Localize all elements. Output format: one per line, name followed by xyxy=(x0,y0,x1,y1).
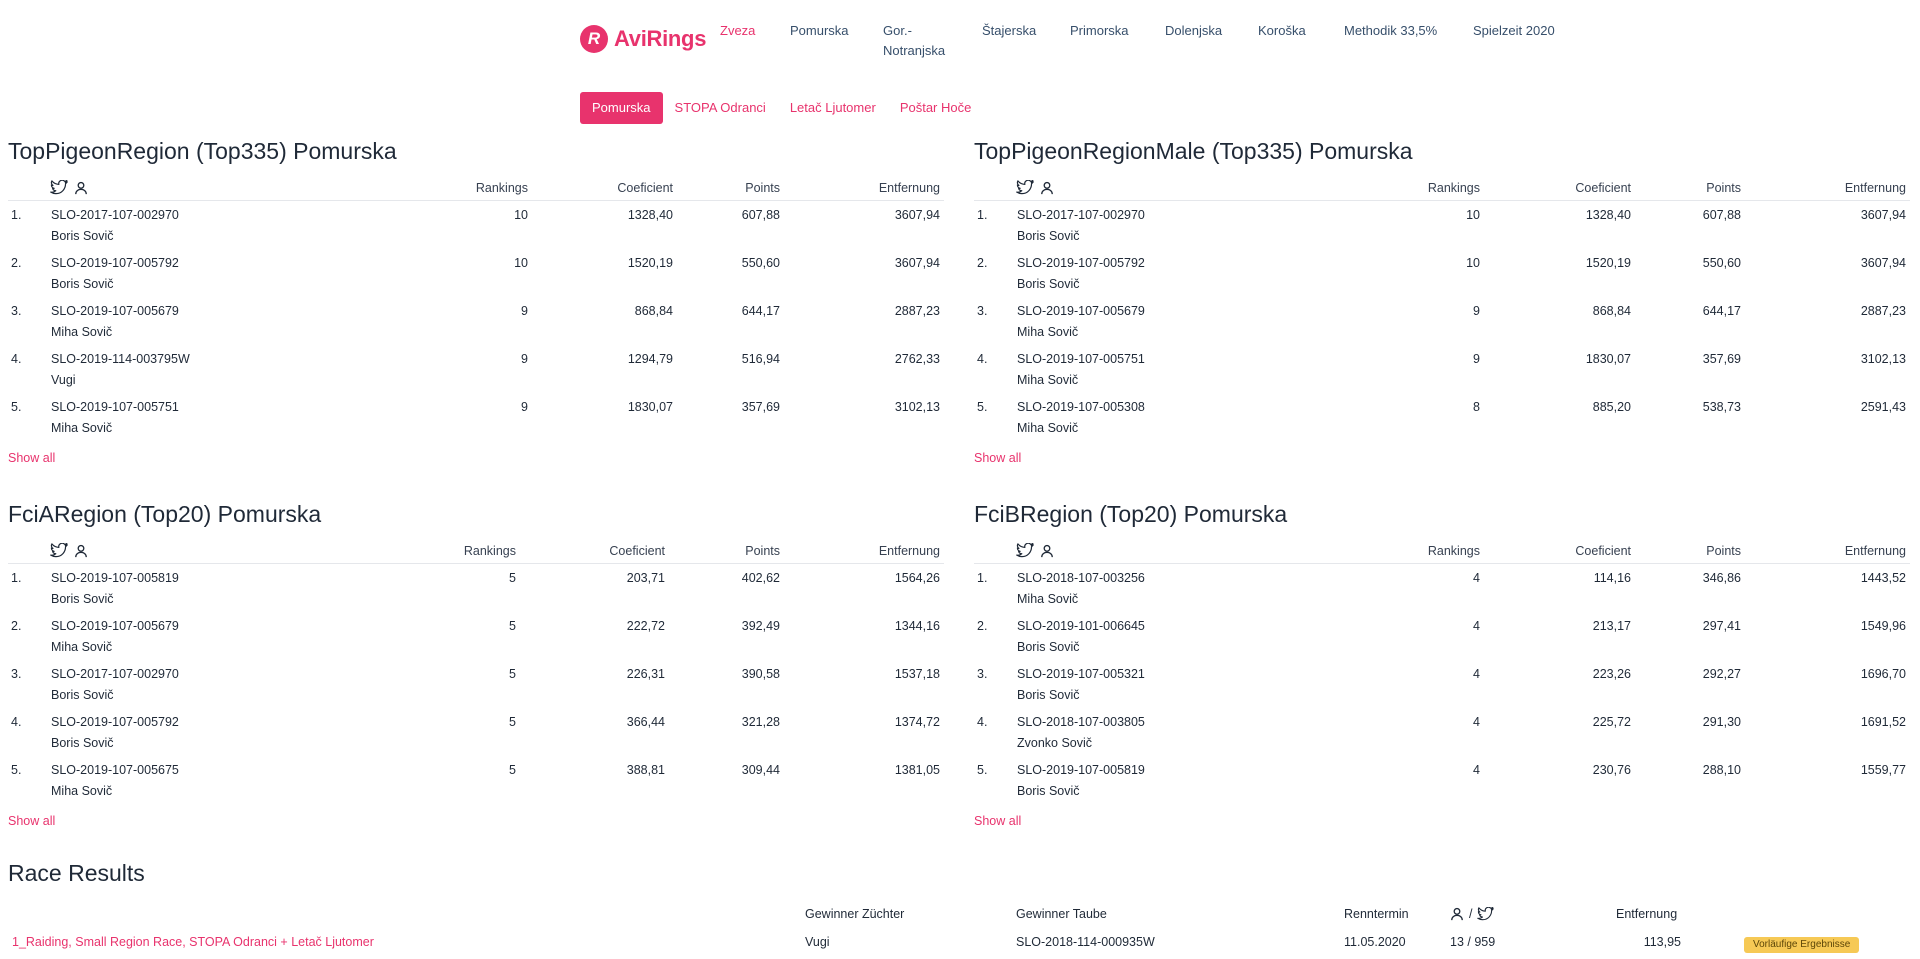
cell-points: 392,49 xyxy=(741,619,780,633)
cell-coeficient: 213,17 xyxy=(1592,619,1631,633)
cell-distance: 1696,70 xyxy=(1860,667,1906,681)
race-winner-breeder: Vugi xyxy=(805,935,830,949)
row-rank: 2. xyxy=(977,619,988,633)
column-distance[interactable]: Entfernung xyxy=(878,544,940,558)
breeder-name: Boris Sovič xyxy=(1017,688,1080,702)
ring-number-link[interactable]: SLO-2018-107-003256 xyxy=(1017,571,1145,585)
cell-rankings: 4 xyxy=(1473,571,1480,585)
table-row[interactable] xyxy=(974,660,1910,708)
cell-distance: 1691,52 xyxy=(1860,715,1906,729)
row-rank: 5. xyxy=(11,400,22,414)
header-winner-pigeon: Gewinner Taube xyxy=(1016,907,1107,921)
breeder-name: Boris Sovič xyxy=(51,736,114,750)
header-ratio-sep: / xyxy=(1469,907,1473,921)
row-rank: 2. xyxy=(11,256,22,270)
cell-points: 607,88 xyxy=(741,208,780,222)
cell-points: 357,69 xyxy=(1702,352,1741,366)
show-all-link[interactable]: Show all xyxy=(8,451,56,465)
row-rank: 1. xyxy=(977,571,988,585)
cell-rankings: 4 xyxy=(1473,763,1480,777)
race-distance: 113,95 xyxy=(1643,935,1681,949)
table-row[interactable] xyxy=(974,708,1910,756)
panel-title: TopPigeonRegionMale (Top335) Pomurska xyxy=(974,138,1413,164)
column-rankings[interactable]: Rankings xyxy=(463,544,516,558)
table-row[interactable] xyxy=(974,612,1910,660)
cell-coeficient: 868,84 xyxy=(634,304,673,318)
table-header xyxy=(974,177,1910,201)
cell-points: 292,27 xyxy=(1702,667,1741,681)
show-all-link[interactable]: Show all xyxy=(974,814,1022,828)
user-icon[interactable] xyxy=(1040,181,1054,195)
cell-points: 357,69 xyxy=(741,400,780,414)
cell-coeficient: 226,31 xyxy=(626,667,665,681)
table-row[interactable] xyxy=(8,660,944,708)
breeder-name: Miha Sovič xyxy=(51,784,113,798)
cell-distance: 3102,13 xyxy=(1860,352,1906,366)
row-rank: 4. xyxy=(11,352,22,366)
table-row[interactable] xyxy=(8,201,944,249)
brand-name: AviRings xyxy=(614,26,707,51)
cell-rankings: 10 xyxy=(514,256,528,270)
cell-distance: 3102,13 xyxy=(894,400,940,414)
column-distance[interactable]: Entfernung xyxy=(1844,544,1906,558)
header-race-date: Renntermin xyxy=(1344,907,1409,921)
cell-points: 288,10 xyxy=(1702,763,1741,777)
race-date: 11.05.2020 xyxy=(1344,935,1406,949)
ranking-panel xyxy=(974,498,1910,832)
breeder-name: Boris Sovič xyxy=(1017,229,1080,243)
nav-item[interactable]: Koroška xyxy=(1258,23,1306,38)
table-row[interactable] xyxy=(974,756,1910,804)
cell-points: 538,73 xyxy=(1702,400,1741,414)
race-winner-pigeon[interactable]: SLO-2018-114-000935W xyxy=(1016,935,1155,949)
status-badge: Vorläufige Ergebnisse xyxy=(1744,937,1859,953)
row-rank: 3. xyxy=(11,304,22,318)
column-points[interactable]: Points xyxy=(1706,544,1741,558)
table-row[interactable] xyxy=(974,564,1910,612)
column-coeficient[interactable]: Coeficient xyxy=(609,544,665,558)
ranking-panel xyxy=(8,135,944,469)
row-rank: 3. xyxy=(977,667,988,681)
ring-number-link[interactable]: SLO-2019-107-005679 xyxy=(51,304,179,318)
cell-coeficient: 885,20 xyxy=(1592,400,1631,414)
ring-number-link[interactable]: SLO-2019-101-006645 xyxy=(1017,619,1145,633)
nav-item[interactable]: Štajerska xyxy=(982,23,1037,38)
cell-distance: 2762,33 xyxy=(894,352,940,366)
cell-rankings: 5 xyxy=(509,619,516,633)
ring-number-link[interactable]: SLO-2017-107-002970 xyxy=(51,667,179,681)
nav-item[interactable]: Dolenjska xyxy=(1165,23,1223,38)
breeder-name: Boris Sovič xyxy=(51,688,114,702)
cell-points: 644,17 xyxy=(1702,304,1741,318)
cell-points: 309,44 xyxy=(741,763,780,777)
twitter-bird-icon[interactable] xyxy=(1016,543,1034,558)
top-header xyxy=(0,0,1920,115)
panel-title: FciBRegion (Top20) Pomurska xyxy=(974,501,1288,527)
race-link[interactable]: 1_Raiding, Small Region Race, STOPA Odranci + Letač Ljutomer xyxy=(12,935,374,949)
table-header xyxy=(8,540,944,564)
panel-title: FciARegion (Top20) Pomurska xyxy=(8,501,322,527)
cell-coeficient: 1520,19 xyxy=(627,256,673,270)
breeder-name: Miha Sovič xyxy=(51,325,113,339)
table-row[interactable] xyxy=(974,249,1910,297)
ring-number-link[interactable]: SLO-2019-107-005792 xyxy=(1017,256,1145,270)
subnav-tab[interactable]: STOPA Odranci xyxy=(674,100,766,115)
table-row[interactable] xyxy=(974,201,1910,249)
row-rank: 3. xyxy=(977,304,988,318)
ring-number-link[interactable]: SLO-2017-107-002970 xyxy=(1017,208,1145,222)
row-rank: 1. xyxy=(977,208,988,222)
ring-number-link[interactable]: SLO-2019-107-005679 xyxy=(1017,304,1145,318)
cell-distance: 2591,43 xyxy=(1860,400,1906,414)
column-coeficient[interactable]: Coeficient xyxy=(1575,181,1631,195)
breeder-name: Zvonko Sovič xyxy=(1017,736,1093,750)
ring-number-link[interactable]: SLO-2019-107-005751 xyxy=(51,400,179,414)
twitter-bird-icon xyxy=(1477,907,1494,921)
cell-distance: 3607,94 xyxy=(894,208,940,222)
ring-number-link[interactable]: SLO-2019-114-003795W xyxy=(51,352,190,366)
header-winner-breeder: Gewinner Züchter xyxy=(805,907,905,921)
column-rankings[interactable]: Rankings xyxy=(1427,544,1480,558)
table-row[interactable] xyxy=(8,297,944,345)
table-row[interactable] xyxy=(8,345,944,393)
twitter-bird-icon[interactable] xyxy=(50,543,68,558)
cell-distance: 1381,05 xyxy=(894,763,940,777)
column-distance[interactable]: Entfernung xyxy=(878,181,940,195)
cell-coeficient: 203,71 xyxy=(626,571,665,585)
row-rank: 4. xyxy=(977,352,988,366)
nav-item[interactable]: Methodik 33,5% xyxy=(1344,23,1438,38)
column-coeficient[interactable]: Coeficient xyxy=(617,181,673,195)
twitter-bird-icon[interactable] xyxy=(50,180,68,195)
breeder-name: Boris Sovič xyxy=(1017,784,1080,798)
row-rank: 1. xyxy=(11,208,22,222)
breeder-name: Miha Sovič xyxy=(1017,373,1079,387)
ring-number-link[interactable]: SLO-2019-107-005675 xyxy=(51,763,179,777)
ranking-panel xyxy=(8,498,944,832)
row-rank: 1. xyxy=(11,571,22,585)
column-rankings[interactable]: Rankings xyxy=(475,181,528,195)
ring-number-link[interactable]: SLO-2019-107-005751 xyxy=(1017,352,1145,366)
column-rankings[interactable]: Rankings xyxy=(1427,181,1480,195)
cell-points: 346,86 xyxy=(1702,571,1741,585)
row-rank: 5. xyxy=(11,763,22,777)
table-row[interactable] xyxy=(8,249,944,297)
user-icon[interactable] xyxy=(1040,544,1054,558)
cell-coeficient: 1520,19 xyxy=(1585,256,1631,270)
user-icon[interactable] xyxy=(74,544,88,558)
ring-number-link[interactable]: SLO-2019-107-005819 xyxy=(51,571,179,585)
ring-number-link[interactable]: SLO-2019-107-005679 xyxy=(51,619,179,633)
cell-points: 291,30 xyxy=(1702,715,1741,729)
cell-distance: 2887,23 xyxy=(894,304,940,318)
cell-points: 321,28 xyxy=(741,715,780,729)
cell-distance: 1344,16 xyxy=(894,619,940,633)
region-subnav xyxy=(580,92,983,124)
cell-coeficient: 366,44 xyxy=(626,715,665,729)
cell-coeficient: 388,81 xyxy=(626,763,665,777)
cell-coeficient: 1830,07 xyxy=(627,400,673,414)
cell-distance: 1564,26 xyxy=(894,571,940,585)
twitter-bird-icon[interactable] xyxy=(1016,180,1034,195)
table-row[interactable] xyxy=(8,612,944,660)
cell-rankings: 5 xyxy=(509,763,516,777)
table-row[interactable] xyxy=(8,708,944,756)
cell-distance: 1443,52 xyxy=(1860,571,1906,585)
breeder-name: Miha Sovič xyxy=(1017,421,1079,435)
column-points[interactable]: Points xyxy=(745,544,780,558)
breeder-name: Miha Sovič xyxy=(51,640,113,654)
breeder-name: Boris Sovič xyxy=(1017,277,1080,291)
table-row[interactable] xyxy=(8,564,944,612)
cell-distance: 1537,18 xyxy=(894,667,940,681)
row-rank: 3. xyxy=(11,667,22,681)
cell-points: 644,17 xyxy=(741,304,780,318)
column-points[interactable]: Points xyxy=(1706,181,1741,195)
column-distance[interactable]: Entfernung xyxy=(1844,181,1906,195)
cell-rankings: 5 xyxy=(509,571,516,585)
breeder-name: Miha Sovič xyxy=(51,421,113,435)
cell-coeficient: 1328,40 xyxy=(627,208,673,222)
breeder-name: Boris Sovič xyxy=(51,277,114,291)
cell-rankings: 9 xyxy=(1473,304,1480,318)
table-header xyxy=(8,177,944,201)
row-rank: 4. xyxy=(11,715,22,729)
header-icons xyxy=(1016,180,1054,195)
cell-points: 297,41 xyxy=(1702,619,1741,633)
breeder-name: Boris Sovič xyxy=(51,592,114,606)
cell-coeficient: 1830,07 xyxy=(1585,352,1631,366)
ring-number-link[interactable]: SLO-2019-107-005792 xyxy=(51,256,179,270)
subnav-tab[interactable]: Poštar Hoče xyxy=(899,100,972,115)
ring-number-link[interactable]: SLO-2019-107-005792 xyxy=(51,715,179,729)
cell-coeficient: 1294,79 xyxy=(627,352,673,366)
cell-points: 390,58 xyxy=(741,667,780,681)
table-row[interactable] xyxy=(974,297,1910,345)
cell-points: 607,88 xyxy=(1702,208,1741,222)
header-participants xyxy=(1450,907,1494,921)
user-icon[interactable] xyxy=(74,181,88,195)
race-results-title: Race Results xyxy=(8,860,145,886)
table-row[interactable] xyxy=(974,393,1910,441)
race-participants: 13 / 959 xyxy=(1450,935,1496,949)
cell-rankings: 9 xyxy=(1473,352,1480,366)
breeder-name: Miha Sovič xyxy=(1017,592,1079,606)
header-icons xyxy=(1016,543,1054,558)
cell-points: 550,60 xyxy=(1702,256,1741,270)
cell-rankings: 10 xyxy=(514,208,528,222)
row-rank: 2. xyxy=(977,256,988,270)
cell-points: 402,62 xyxy=(741,571,780,585)
ring-number-link[interactable]: SLO-2019-107-005819 xyxy=(1017,763,1145,777)
cell-distance: 2887,23 xyxy=(1860,304,1906,318)
cell-rankings: 9 xyxy=(521,304,528,318)
cell-rankings: 5 xyxy=(509,667,516,681)
breeder-name: Miha Sovič xyxy=(1017,325,1079,339)
row-rank: 2. xyxy=(11,619,22,633)
cell-distance: 3607,94 xyxy=(1860,256,1906,270)
table-row[interactable] xyxy=(8,393,944,441)
cell-rankings: 5 xyxy=(509,715,516,729)
cell-coeficient: 114,16 xyxy=(1593,571,1631,585)
column-coeficient[interactable]: Coeficient xyxy=(1575,544,1631,558)
row-rank: 5. xyxy=(977,763,988,777)
cell-coeficient: 1328,40 xyxy=(1585,208,1631,222)
nav-item[interactable]: Gor.- Notranjska xyxy=(883,23,946,58)
cell-rankings: 4 xyxy=(1473,715,1480,729)
cell-distance: 3607,94 xyxy=(894,256,940,270)
header-icons xyxy=(50,543,88,558)
show-all-link[interactable]: Show all xyxy=(8,814,56,828)
brand-logo[interactable] xyxy=(580,25,706,53)
ring-number-link[interactable]: SLO-2018-107-003805 xyxy=(1017,715,1145,729)
nav-item[interactable]: Pomurska xyxy=(790,23,849,38)
subnav-tab[interactable]: Letač Ljutomer xyxy=(789,100,876,115)
subnav-tab[interactable]: Pomurska xyxy=(580,92,663,124)
ranking-panel xyxy=(974,135,1910,469)
row-rank: 4. xyxy=(977,715,988,729)
ring-number-link[interactable]: SLO-2019-107-005308 xyxy=(1017,400,1145,414)
cell-rankings: 9 xyxy=(521,400,528,414)
cell-rankings: 4 xyxy=(1473,619,1480,633)
cell-rankings: 8 xyxy=(1473,400,1480,414)
header-distance: Entfernung xyxy=(1616,907,1678,921)
show-all-link[interactable]: Show all xyxy=(974,451,1022,465)
panel-title: TopPigeonRegion (Top335) Pomurska xyxy=(8,138,397,164)
nav-item[interactable]: Primorska xyxy=(1070,23,1129,38)
cell-distance: 1374,72 xyxy=(894,715,940,729)
cell-distance: 3607,94 xyxy=(1860,208,1906,222)
nav-item[interactable]: Spielzeit 2020 xyxy=(1473,23,1555,38)
table-header xyxy=(974,540,1910,564)
cell-coeficient: 223,26 xyxy=(1592,667,1631,681)
ring-number-link[interactable]: SLO-2017-107-002970 xyxy=(51,208,179,222)
header-icons xyxy=(50,180,88,195)
row-rank: 5. xyxy=(977,400,988,414)
cell-rankings: 10 xyxy=(1466,256,1480,270)
nav-item[interactable]: Zveza xyxy=(720,23,756,38)
cell-distance: 1549,96 xyxy=(1860,619,1906,633)
breeder-name: Vugi xyxy=(51,373,76,387)
logo-mark-icon: R xyxy=(580,25,608,53)
breeder-name: Boris Sovič xyxy=(1017,640,1080,654)
cell-points: 516,94 xyxy=(741,352,780,366)
cell-coeficient: 868,84 xyxy=(1592,304,1631,318)
table-row[interactable] xyxy=(8,756,944,804)
cell-rankings: 10 xyxy=(1466,208,1480,222)
table-row[interactable] xyxy=(974,345,1910,393)
user-icon xyxy=(1450,907,1464,921)
cell-rankings: 9 xyxy=(521,352,528,366)
cell-distance: 1559,77 xyxy=(1860,763,1906,777)
cell-coeficient: 222,72 xyxy=(626,619,665,633)
cell-points: 550,60 xyxy=(741,256,780,270)
cell-coeficient: 225,72 xyxy=(1592,715,1631,729)
cell-coeficient: 230,76 xyxy=(1592,763,1631,777)
breeder-name: Boris Sovič xyxy=(51,229,114,243)
column-points[interactable]: Points xyxy=(745,181,780,195)
cell-rankings: 4 xyxy=(1473,667,1480,681)
ring-number-link[interactable]: SLO-2019-107-005321 xyxy=(1017,667,1145,681)
